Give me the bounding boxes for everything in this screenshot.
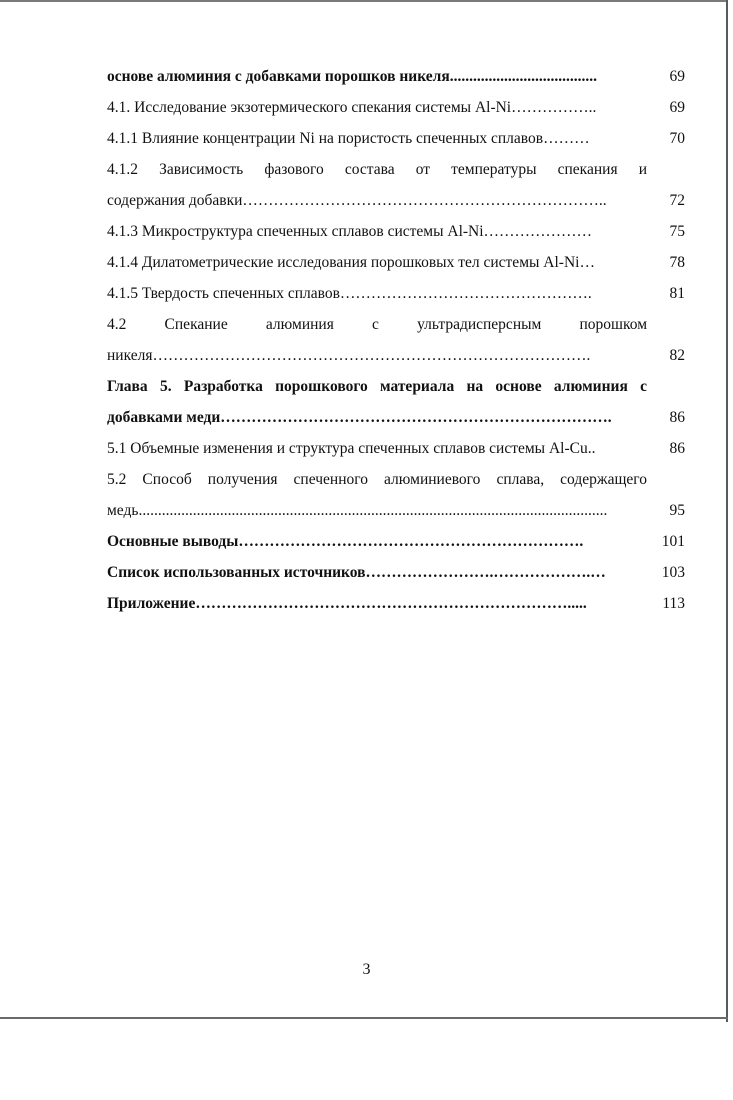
toc-entry-title: никеля…………………………………………………………………………. (107, 347, 591, 364)
toc-entry-4-1-4[interactable] (107, 253, 685, 273)
toc-entry-title: 4.1. Исследование экзотермического спекания системы Al-Ni…………….. (107, 99, 597, 116)
scan-border-right (726, 0, 728, 1022)
toc-entry-appendix[interactable] (107, 594, 685, 614)
toc-entry-page: 70 (669, 130, 685, 147)
toc-entry-title: добавками меди…………………………………………………………………. (107, 409, 612, 426)
toc-entry-page: 75 (669, 223, 685, 240)
toc-entry-4-2[interactable] (107, 315, 685, 366)
scan-border-bottom (0, 1017, 728, 1019)
toc-entry-page: 69 (669, 68, 685, 85)
toc-entry-page: 95 (669, 502, 685, 519)
toc-entry-conclusions[interactable] (107, 532, 685, 552)
page-number: 3 (362, 961, 371, 978)
toc-entry-page: 69 (669, 99, 685, 116)
toc-entry-title: 4.1.4 Дилатометрические исследования порошковых тел системы Al-Ni… (107, 254, 595, 271)
toc-entry-page: 72 (669, 192, 685, 209)
toc-entry-5-2[interactable] (107, 470, 685, 521)
scan-border-top (0, 0, 728, 2)
toc-entry-title: 4.1.1 Влияние концентрации Ni на пористость спеченных сплавов……… (107, 130, 590, 147)
toc-entry-4-1-2[interactable] (107, 160, 685, 211)
toc-entry-page: 86 (669, 409, 685, 426)
toc-entry-title-line1: 4.2 Спекание алюминия с ультрадисперсным порошком (107, 316, 647, 333)
toc-entry-4-1-1[interactable] (107, 129, 685, 149)
toc-entry-page: 103 (661, 564, 685, 581)
toc-entry-page: 113 (662, 595, 685, 612)
toc-entry-chapter-4-cont[interactable] (107, 67, 685, 87)
toc-entry-title-line1: 5.2 Способ получения спеченного алюминиевого сплава, содержащего (107, 471, 647, 488)
toc-entry-title: Основные выводы…………………………………………………………. (107, 533, 584, 550)
toc-entry-title-line1: 4.1.2 Зависимость фазового состава от температуры спекания и (107, 161, 647, 178)
toc-entry-title: 5.1 Объемные изменения и структура спеченных сплавов системы Al-Cu.. (107, 440, 596, 457)
table-of-contents (107, 64, 685, 614)
toc-entry-page: 82 (669, 347, 685, 364)
toc-entry-title: 4.1.5 Твердость спеченных сплавов…………………………………………. (107, 285, 592, 302)
toc-entry-page: 78 (669, 254, 685, 271)
toc-entry-title: Список использованных источников…………………….……………….… (107, 564, 606, 581)
toc-entry-4-1[interactable] (107, 98, 685, 118)
toc-entry-title: содержания добавки…………………………………………………………….. (107, 192, 607, 209)
toc-entry-page: 86 (669, 440, 685, 457)
toc-entry-chapter-5[interactable] (107, 377, 685, 428)
toc-entry-page: 81 (669, 285, 685, 302)
toc-entry-title-line1: Глава 5. Разработка порошкового материала на основе алюминия с (107, 378, 647, 395)
toc-entry-4-1-3[interactable] (107, 222, 685, 242)
toc-entry-title: медь......................................................................................................................... (107, 502, 608, 519)
toc-entry-title: 4.1.3 Микроструктура спеченных сплавов системы Al-Ni………………… (107, 223, 593, 240)
toc-entry-title: основе алюминия с добавками порошков никеля...................................... (107, 68, 597, 85)
toc-entry-title: Приложение………………………………………………………………..... (107, 595, 587, 612)
toc-entry-4-1-5[interactable] (107, 284, 685, 304)
toc-entry-references[interactable] (107, 563, 685, 583)
toc-entry-page: 101 (661, 533, 685, 550)
toc-entry-5-1[interactable] (107, 439, 685, 459)
